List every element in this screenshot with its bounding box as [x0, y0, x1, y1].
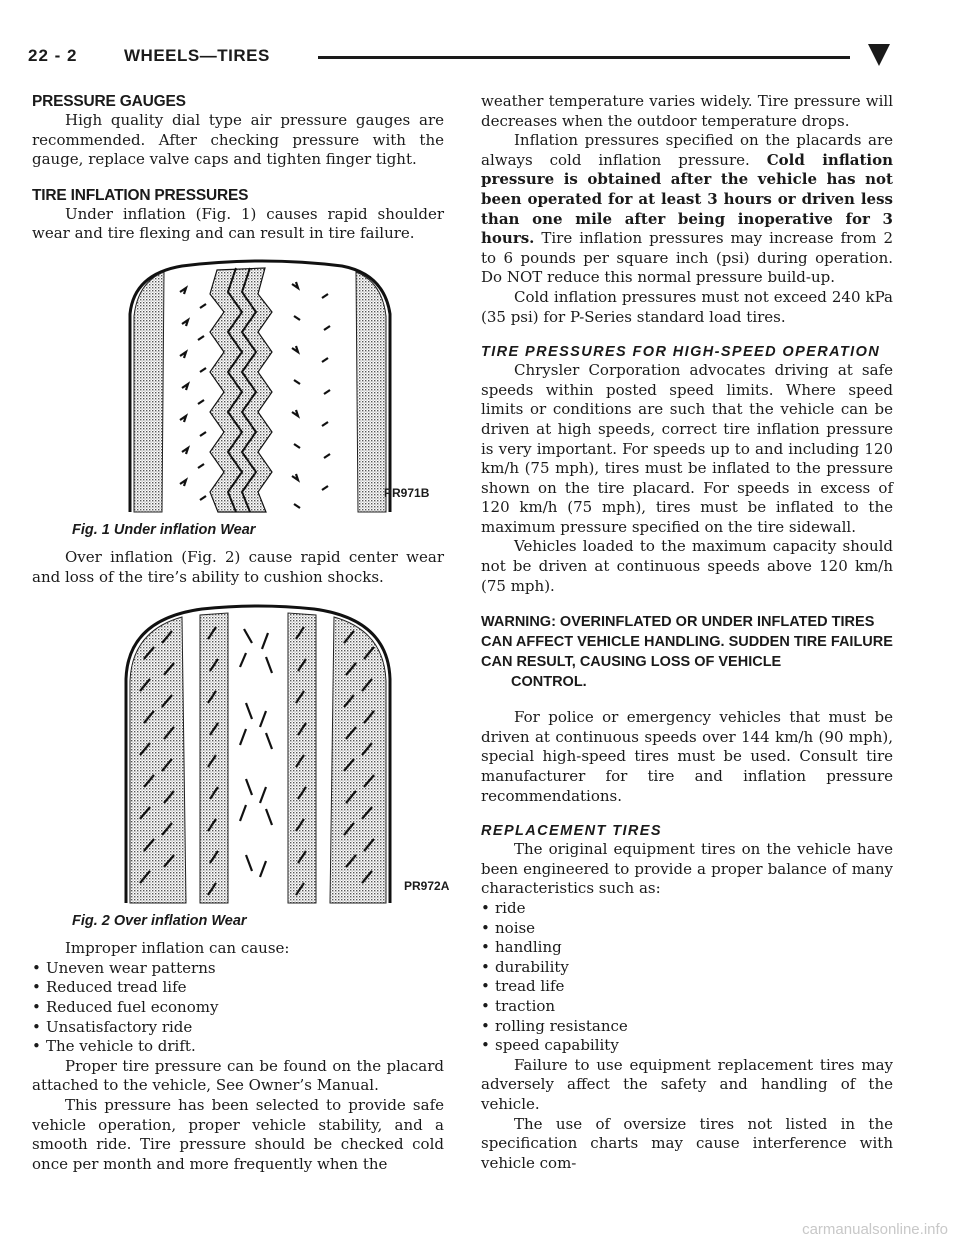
paragraph-high-speed: Chrysler Corporation advocates driving at safe speeds within posted speed limits. Where speed limits or conditions are such that the vehicle can be driven at high speeds, correct tire inflation pressure is very important. For speeds up to and including 120 km/h (75 mph), tires must be inflated to the pressure shown on the tire placard. For speeds in excess of 120 km/h (75 mph), tires must be inflated to the maximum pressure specified on the tire sidewall. — [481, 361, 893, 536]
paragraph-oversize: The use of oversize tires not listed in the specification charts may cause interference with vehicle com- — [481, 1114, 893, 1172]
under-inflation-tire-illustration — [32, 254, 444, 516]
improper-inflation-list — [32, 959, 444, 1057]
over-inflation-tire-illustration — [32, 599, 444, 907]
heading-replacement-tires: REPLACEMENT TIRES — [481, 823, 662, 840]
heading-high-speed: TIRE PRESSURES FOR HIGH-SPEED OPERATION — [481, 344, 881, 361]
characteristics-list — [481, 899, 893, 1056]
page-number: 22 - 2 — [28, 46, 78, 65]
figure-1-caption: Fig. 1 Under inflation Wear — [72, 521, 256, 538]
header-rule — [318, 56, 850, 59]
list-item: • Uneven wear patterns — [32, 959, 444, 979]
figure-2 — [32, 599, 450, 930]
right-column — [481, 92, 893, 1173]
list-item: • rolling resistance — [481, 1017, 893, 1037]
paragraph-selected-pressure: This pressure has been selected to provide safe vehicle operation, proper vehicle stability, and a smooth ride. Tire pressure should be checked cold once per month and more frequently when the — [32, 1095, 444, 1173]
list-item: • Reduced tread life — [32, 978, 444, 998]
list-item: • speed capability — [481, 1036, 893, 1056]
list-item: • handling — [481, 938, 893, 958]
paragraph-failure: Failure to use equipment replacement tires may adversely affect the safety and handling of the vehicle. — [481, 1055, 893, 1113]
list-item: • durability — [481, 958, 893, 978]
paragraph-weather: weather temperature varies widely. Tire pressure will decreases when the outdoor temperature drops. — [481, 92, 893, 130]
paragraph-pressure-gauges: High quality dial type air pressure gauges are recommended. After checking pressure with the gauge, replace valve caps and tighten finger tight. — [32, 111, 444, 169]
list-item: • The vehicle to drift. — [32, 1037, 444, 1057]
paragraph-replacement-intro: The original equipment tires on the vehicle have been engineered to provide a proper balance of many characteristics such as: — [481, 840, 893, 898]
cold-inflation-text-c: Tire inflation pressures may increase from 2 to 6 pounds per square inch (psi) during operation. Do NOT reduce this normal pressure build-up. — [481, 229, 893, 287]
heading-tire-inflation: TIRE INFLATION PRESSURES — [32, 186, 249, 204]
figure-2-code: PR972A — [404, 879, 450, 894]
list-item: • tread life — [481, 977, 893, 997]
list-item: • Unsatisfactory ride — [32, 1018, 444, 1038]
cold-inflation-text-bold: Cold inflation pressure is obtained after the vehicle has not been operated for at least 3 hours or driven less than one mile after being inoperative for 3 hours. — [481, 150, 893, 248]
paragraph-cold-inflation — [481, 131, 893, 288]
paragraph-police-vehicles: For police or emergency vehicles that must be driven at continuous speeds over 144 km/h (90 mph), special high-speed tires must be used. Consult tire manufacturer for tire and inflation pressure recommendations. — [481, 708, 893, 805]
list-item: • Reduced fuel economy — [32, 998, 444, 1018]
paragraph-max-capacity: Vehicles loaded to the maximum capacity should not be driven at continuous speeds above 120 km/h (75 mph). — [481, 537, 893, 595]
figure-1 — [32, 254, 444, 538]
figure-2-caption: Fig. 2 Over inflation Wear — [72, 913, 247, 930]
warning-text: WARNING: OVERINFLATED OR UNDER INFLATED TIRES CAN AFFECT VEHICLE HANDLING. SUDDEN TIRE FAILURE CAN RESULT, CAUSING LOSS OF VEHICLE — [481, 614, 893, 671]
list-item: • noise — [481, 919, 893, 939]
paragraph-over-inflation: Over inflation (Fig. 2) cause rapid center wear and loss of the tire’s ability to cushion shocks. — [32, 547, 444, 586]
section-title: WHEELS—TIRES — [124, 46, 270, 65]
list-item: • ride — [481, 899, 893, 919]
paragraph-improper-intro: Improper inflation can cause: — [65, 939, 290, 958]
paragraph-max-pressure: Cold inflation pressures must not exceed 240 kPa (35 psi) for P-Series standard load tires. — [481, 287, 893, 326]
triangle-marker-icon — [868, 44, 890, 66]
figure-1-code: PR971B — [384, 485, 430, 500]
paragraph-under-inflation: Under inflation (Fig. 1) causes rapid shoulder wear and tire flexing and can result in tire failure. — [32, 204, 444, 243]
left-column — [32, 92, 450, 1174]
paragraph-placard: Proper tire pressure can be found on the placard attached to the vehicle, See Owner’s Manual. — [32, 1056, 444, 1095]
watermark: carmanualsonline.info — [802, 1221, 948, 1238]
warning-text-continued: CONTROL. — [511, 674, 587, 691]
cold-inflation-text-a: Inflation pressures specified on the placards are always cold inflation pressure. — [481, 131, 893, 169]
heading-pressure-gauges: PRESSURE GAUGES — [32, 93, 186, 110]
list-item: • traction — [481, 997, 893, 1017]
page-header — [28, 46, 890, 72]
